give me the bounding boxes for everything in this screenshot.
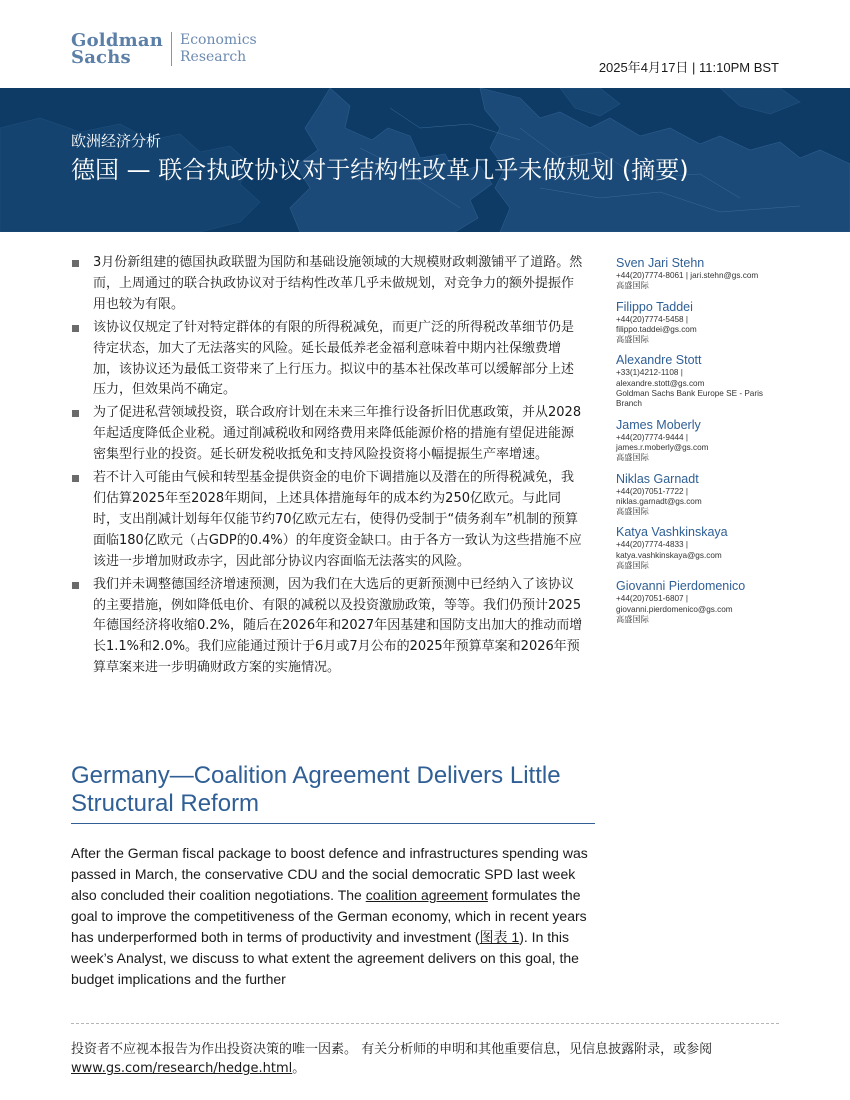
bullet-marker (72, 475, 79, 482)
author-email[interactable]: james.r.moberly@gs.com (616, 442, 709, 452)
bullet-marker (72, 582, 79, 589)
author-card (616, 300, 786, 346)
author-phone: +44(20)7774-9444 | (616, 432, 689, 442)
body-text: formulates the goal to improve the competitiveness of the German economy, which in recent years has underperformed both in terms of productivity and investment ( (71, 887, 587, 945)
bullet-text: 若不计入可能由气候和转型基金提供资金的电价下调措施以及潜在的所得税减免，我们估算2025年至2028年期间，上述具体措施每年的成本约为250亿欧元。与此同时，支出削减计划每年仅能节约70亿欧元左右，使得仍受制于“债务刹车”机制的预算面临180亿欧元（占GDP的0.4%）的年度资金缺口。由于各方一致认为这些措施不应该进一步增加财政赤字，因此部分协议内容面临无法落实的风险。 (93, 470, 582, 569)
summary-bullet (71, 575, 586, 680)
bullet-text: 该协议仅规定了针对特定群体的有限的所得税减免，而更广泛的所得税改革细节仍是待定状态，加大了无法落实的风险。延长最低养老金福利意味着中期内社保缴费增加，该协议还为最低工资带来了上行压力。拟议中的基本社保改革可以缓解部分上述压力，但效果尚不确定。 (93, 319, 575, 398)
logo-line-sachs: Sachs (71, 47, 131, 68)
author-phone: +33(1)4212-1108 | (616, 368, 683, 378)
summary-bullet (71, 403, 586, 466)
english-body-paragraph (71, 843, 591, 990)
author-email[interactable]: filippo.taddei@gs.com (616, 324, 697, 334)
author-entity: 高盛国际 (616, 561, 649, 571)
bullet-marker (72, 325, 79, 332)
author-name[interactable]: Filippo Taddei (616, 299, 693, 314)
author-name[interactable]: Niklas Garnadt (616, 471, 699, 486)
logo-line-research: Research (180, 49, 247, 65)
logo-divider (171, 32, 172, 66)
bullet-text: 为了促进私营领域投资，联合政府计划在未来三年推行设备折旧优惠政策，并从2028年起适度降低企业税。通过削减税收和网络费用来降低能源价格的措施有望促进能源密集型行业的投资。延长研发税收抵免和支持风险投资将小幅提振生产率增速。 (93, 405, 582, 463)
logo-line-goldman: Goldman (71, 30, 163, 51)
report-title: 德国 — 联合执政协议对于结构性改革几乎未做规划 (摘要) (71, 156, 689, 184)
report-series: 欧洲经济分析 (71, 132, 162, 150)
disclosure-text: 投资者不应视本报告为作出投资决策的唯一因素。 有关分析师的申明和其他重要信息，见信息披露附录，或参阅 (71, 1042, 713, 1057)
title-banner (0, 88, 850, 232)
body-text: After the German fiscal package to boost defence and infrastructures spending was passed in March, the conservative CDU and the social democratic SPD last week also concluded their coalition negotiations. The (71, 845, 588, 903)
author-entity: 高盛国际 (616, 335, 649, 345)
coalition-agreement-link[interactable]: coalition agreement (365, 887, 488, 903)
summary-bullet (71, 318, 586, 402)
author-phone: +44(20)7051-6807 | (616, 594, 689, 604)
author-email[interactable]: katya.vashkinskaya@gs.com (616, 550, 722, 560)
author-entity: 高盛国际 (616, 614, 649, 624)
author-card (616, 579, 786, 625)
author-phone: +44(20)7774-4833 | (616, 540, 689, 550)
author-name[interactable]: Alexandre Stott (616, 353, 702, 368)
bullet-text: 3月份新组建的德国执政联盟为国防和基础设施领域的大规模财政刺激铺平了道路。然而，上周通过的联合执政协议对于结构性改革几乎未做规划，对竞争力的额外提振作用也较为有限。 (93, 255, 583, 312)
author-entity-cont: Branch (616, 399, 642, 409)
exhibit-1-link[interactable]: 图表 1 (479, 929, 520, 945)
disclosure-footer (71, 1040, 779, 1078)
bullet-marker (72, 260, 79, 267)
disclosure-link[interactable]: www.gs.com/research/hedge.html (71, 1061, 293, 1076)
bullet-text: 我们并未调整德国经济增速预测，因为我们在大选后的更新预测中已经纳入了该协议的主要措施，例如降低电价、有限的减税以及投资激励政策，等等。我们仍预计2025年德国经济将收缩0.2%，随后在2026年和2027年因基建和国防支出加大的推动而增长1.1%和2.0%。我们应能通过预计于6月或7月公布的2025年预算草案和2026年预算草案来进一步明确财政方案的实施情况。 (93, 576, 583, 676)
author-entity: Goldman Sachs Bank Europe SE - Paris (616, 389, 763, 399)
summary-bullet (71, 253, 586, 316)
author-email[interactable]: niklas.garnadt@gs.com (616, 496, 702, 506)
summary-bullets (71, 253, 586, 681)
author-name[interactable]: Katya Vashkinskaya (616, 525, 728, 540)
logo-wordmark (71, 32, 163, 66)
author-entity: 高盛国际 (616, 281, 649, 291)
goldman-sachs-logo (71, 32, 257, 66)
disclosure-suffix: 。 (292, 1061, 306, 1076)
author-entity: 高盛国际 (616, 453, 649, 463)
author-card (616, 353, 786, 409)
author-email[interactable]: giovanni.pierdomenico@gs.com (616, 604, 733, 614)
author-list (616, 256, 786, 633)
logo-line-economics: Economics (180, 32, 257, 48)
bullet-marker (72, 410, 79, 417)
author-contact[interactable]: +44(20)7774-8061 | jari.stehn@gs.com (616, 271, 759, 280)
footer-divider (71, 1023, 779, 1024)
author-email[interactable]: alexandre.stott@gs.com (616, 378, 705, 388)
author-card (616, 525, 786, 571)
report-header (0, 0, 850, 88)
summary-bullet (71, 468, 586, 573)
section-divider (71, 823, 595, 824)
author-phone: +44(20)7051-7722 | (616, 486, 689, 496)
author-name[interactable]: James Moberly (616, 417, 701, 432)
body-text: ). In this week’s Analyst, we discuss to what extent the agreement delivers on this goal, the budget implications and the further (71, 929, 579, 987)
author-phone: +44(20)7774-5458 | (616, 314, 689, 324)
english-section-title: Germany—Coalition Agreement Delivers Little Structural Reform (71, 762, 561, 817)
author-card (616, 472, 786, 518)
logo-division (180, 32, 257, 66)
author-name[interactable]: Sven Jari Stehn (616, 256, 705, 270)
author-entity: 高盛国际 (616, 507, 649, 517)
report-date: 2025年4月17日 | 11:10PM BST (598, 60, 779, 75)
author-card (616, 418, 786, 464)
author-name[interactable]: Giovanni Pierdomenico (616, 579, 746, 594)
author-card (616, 256, 786, 292)
